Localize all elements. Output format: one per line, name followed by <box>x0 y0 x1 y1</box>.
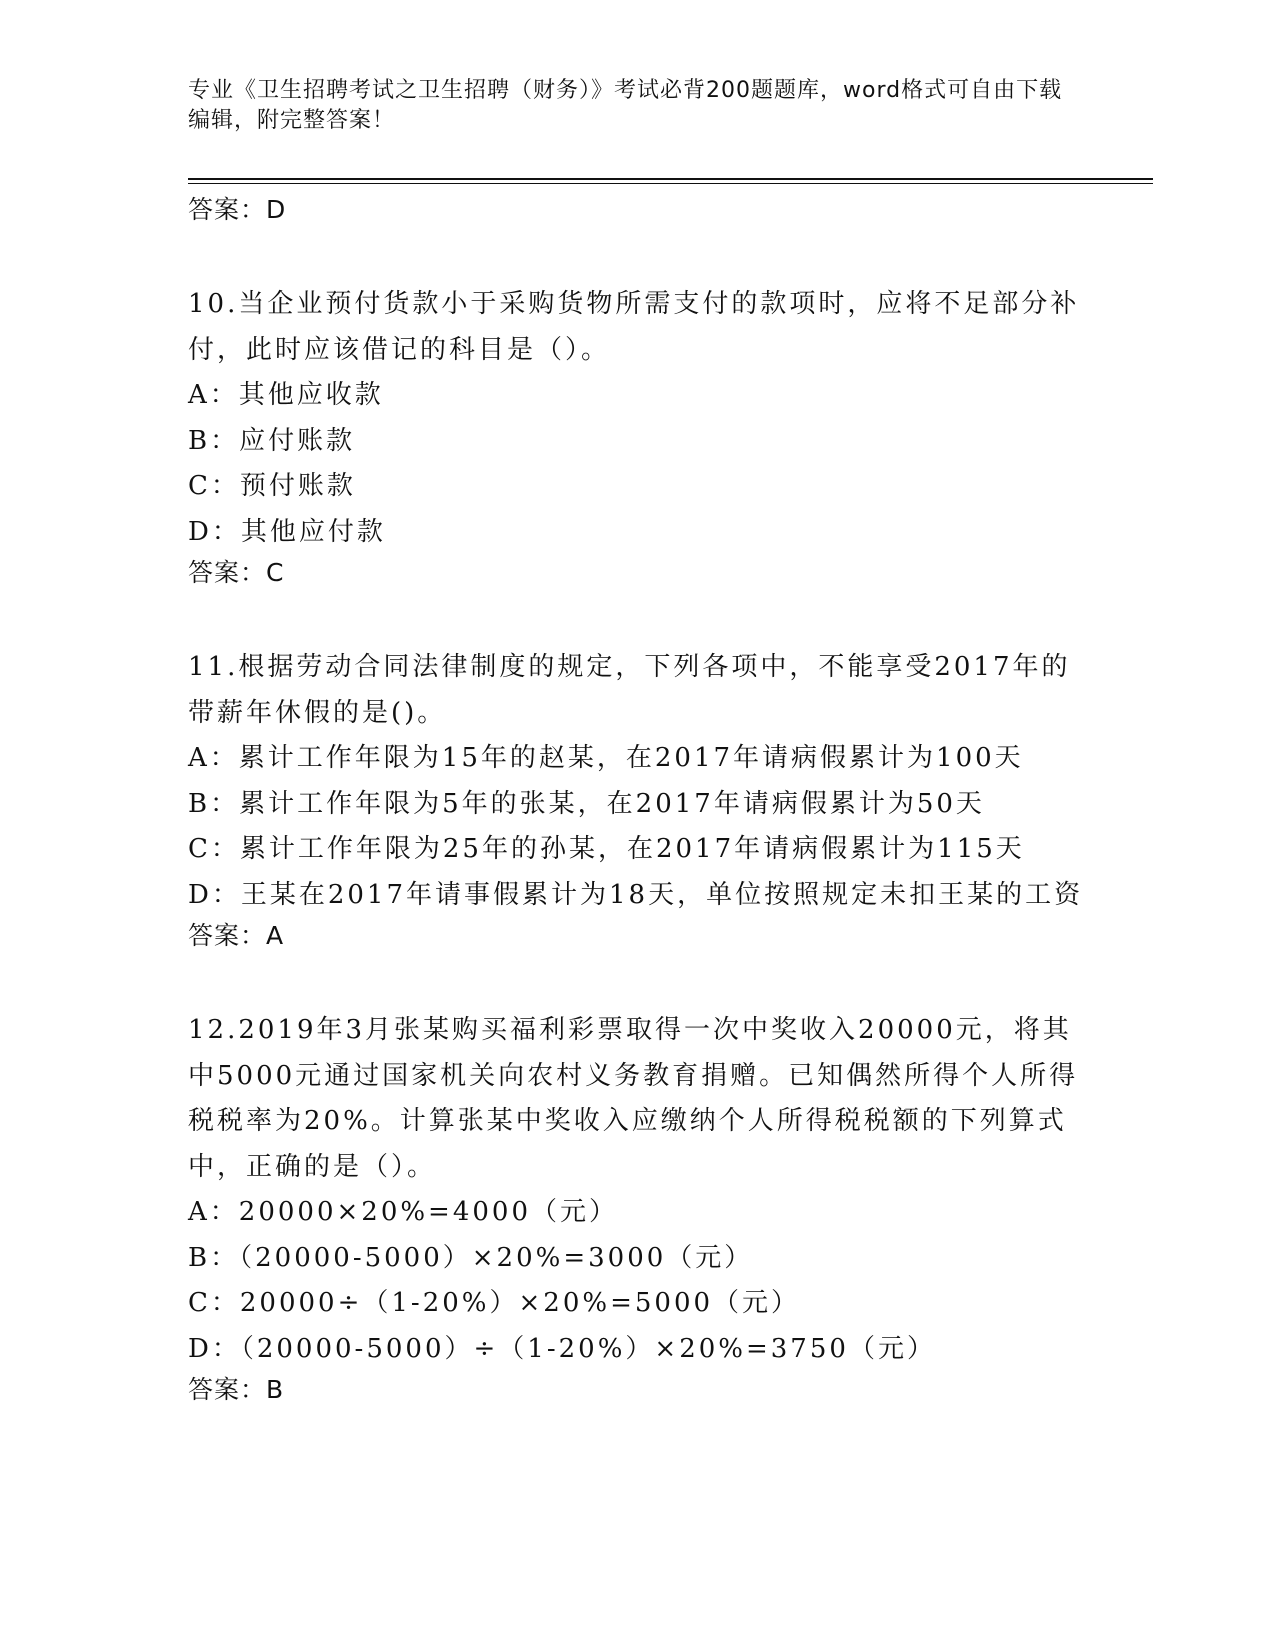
question-stem: 12.2019年3月张某购买福利彩票取得一次中奖收入20000元，将其中5000元通过国家机关向农村义务教育捐赠。已知偶然所得个人所得税税率为20%。计算张某中奖收入应缴纳个人所得税税额的下列算式中，正确的是（）。 <box>188 1015 1079 1182</box>
header-rule-thick <box>188 178 1153 180</box>
option-a: A：20000×20%=4000（元） <box>188 1197 619 1227</box>
header-rule-thin <box>188 183 1153 184</box>
option-d: D：（20000-5000）÷（1-20%）×20%=3750（元） <box>188 1333 936 1364</box>
option-b: B：累计工作年限为5年的张某，在2017年请病假累计为50天 <box>188 788 985 819</box>
option-c: C：20000÷（1-20%）×20%=5000（元） <box>188 1288 801 1318</box>
document-header: 专业《卫生招聘考试之卫生招聘（财务）》考试必背200题题库，word格式可自由下载编辑，附完整答案！ <box>188 78 1063 133</box>
answer-label: 答案：C <box>188 558 285 587</box>
question-10 <box>188 282 1088 595</box>
option-c: C：累计工作年限为25年的孙某，在2017年请病假累计为115天 <box>188 834 1025 864</box>
option-b: B：应付账款 <box>188 425 356 456</box>
question-11 <box>188 645 1088 958</box>
document-body <box>188 192 1088 1412</box>
option-d: D：其他应付款 <box>188 516 386 547</box>
question-stem: 11.根据劳动合同法律制度的规定，下列各项中，不能享受2017年的带薪年休假的是()。 <box>188 652 1071 728</box>
question-stem: 10.当企业预付货款小于采购货物所需支付的款项时，应将不足部分补付，此时应该借记的科目是（）。 <box>188 289 1080 365</box>
option-a: A：其他应收款 <box>188 380 384 410</box>
answer-label: 答案：D <box>188 195 287 224</box>
option-a: A：累计工作年限为15年的赵某，在2017年请病假累计为100天 <box>188 743 1024 773</box>
option-c: C：预付账款 <box>188 471 356 501</box>
question-12 <box>188 1008 1088 1412</box>
answer-label: 答案：A <box>188 921 285 950</box>
option-d: D：王某在2017年请事假累计为18天，单位按照规定未扣王某的工资 <box>188 879 1084 910</box>
option-b: B：（20000-5000）×20%=3000（元） <box>188 1242 754 1273</box>
answer-label: 答案：B <box>188 1375 285 1404</box>
